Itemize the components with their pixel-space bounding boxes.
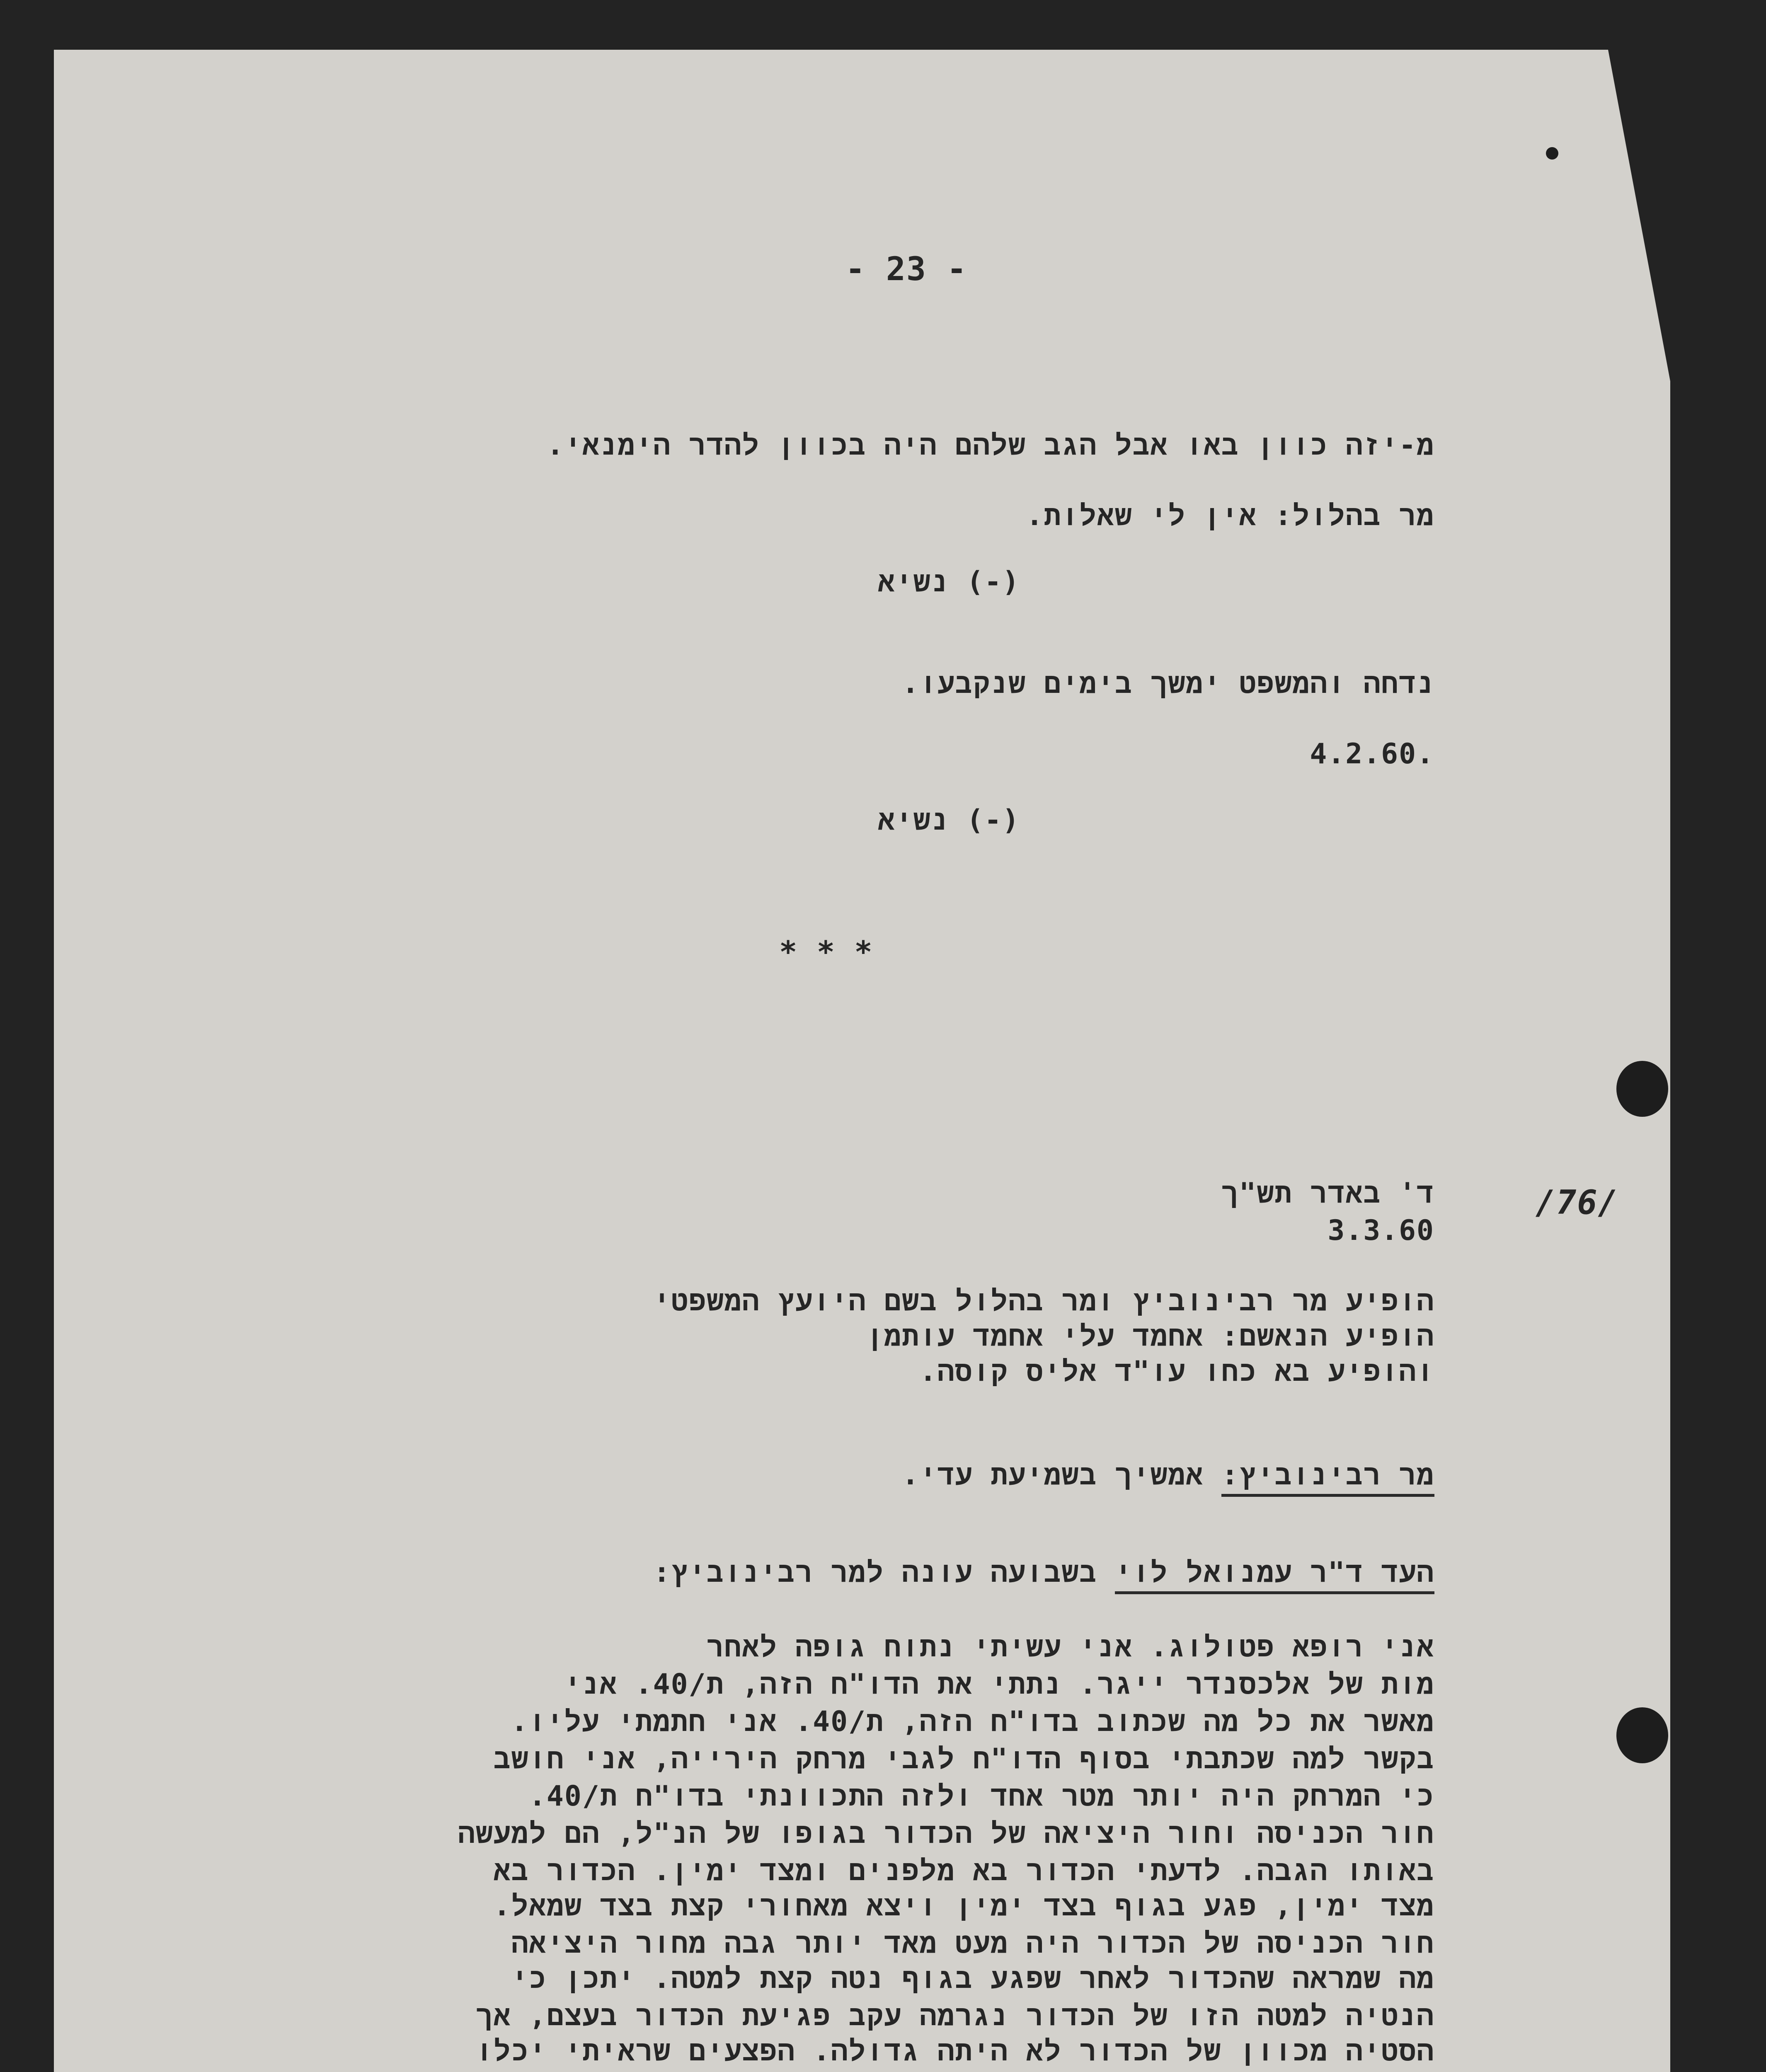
hebrew-date: ד' באדר תש"ך: [1221, 1177, 1434, 1210]
testimony-line: בקשר למה שכתבתי בסוף הדו"ח לגבי מרחק הירייה, אני חושב: [493, 1743, 1434, 1775]
speaker-text: אמשיך בשמיעת עדי.: [901, 1459, 1222, 1491]
testimony-line: כי המרחק היה יותר מטר אחד ולזה התכוונתי בדו"ח ת/40.: [528, 1780, 1434, 1813]
separator-stars: * * *: [779, 934, 873, 969]
section-marker-76: /76/: [1536, 1183, 1619, 1222]
punch-hole-top: [1616, 1061, 1668, 1117]
signature-line: (-) נשיא: [878, 804, 1020, 837]
speaker-line: [902, 1459, 1434, 1493]
text-line: מ-יזה כוון באו אבל הגב שלהם היה בכוון להדר הימנאי.: [547, 429, 1434, 462]
witness-text: בשבועה עונה למר רבינוביץ:: [653, 1556, 1115, 1589]
testimony-line: מה שמראה שהכדור לאחר שפגע בגוף נטה קצת למטה. יתכן כי: [511, 1962, 1434, 1995]
witness-heading: [653, 1556, 1434, 1590]
appearance-line: הופיע הנאשם: אחמד עלי אחמד עותמן: [866, 1320, 1434, 1353]
testimony-line: חור הכניסה וחור היציאה של הכדור בגופו של הנ"ל, הם למעשה: [458, 1817, 1434, 1850]
testimony-line: באותו הגבה. לדעתי הכדור בא מלפנים ומצד ימין. הכדור בא: [493, 1854, 1434, 1887]
testimony-line: חור הכניסה של הכדור היה מעט מאד יותר גבה מחור היציאה: [511, 1927, 1434, 1960]
gregorian-date: 3.3.60: [1328, 1214, 1434, 1247]
testimony-line: מאשר את כל מה שכתוב בדו"ח הזה, ת/40. אני חתמתי עליו.: [511, 1705, 1434, 1738]
testimony-line: הנטיה למטה הזו של הכדור נגרמה עקב פגיעת הכדור בעצם, אך: [475, 1999, 1434, 2032]
corner-mark: [1546, 147, 1558, 160]
testimony-line: אני רופא פטולוג. אני עשיתי נתוח גופה לאחר: [706, 1631, 1434, 1663]
text-line: מר בהלול: אין לי שאלות.: [1026, 499, 1434, 532]
text-line: נדחה והמשפט ימשך בימים שנקבעו.: [902, 667, 1434, 700]
page-number: - 23 -: [845, 251, 967, 288]
witness-label: העד ד"ר עמנואל לוי: [1115, 1556, 1434, 1594]
testimony-line: מצד ימין, פגע בגוף בצד ימין ויצא מאחורי קצת בצד שמאל.: [493, 1890, 1434, 1922]
appearance-line: והופיע בא כחו עו"ד אליס קוסה.: [919, 1355, 1434, 1388]
date-line: 4.2.60.: [1310, 738, 1434, 770]
speaker-label: מר רבינוביץ:: [1221, 1459, 1434, 1497]
appearance-line: הופיע מר רבינוביץ ומר בהלול בשם היועץ המשפטי: [653, 1285, 1434, 1317]
punch-hole-bottom: [1616, 1707, 1668, 1763]
signature-line: (-) נשיא: [878, 566, 1020, 598]
testimony-line: מות של אלכסנדר ייגר. נתתי את הדו"ח הזה, ת/40. אני: [564, 1668, 1434, 1701]
testimony-line: הסטיה מכוון של הכדור לא היתה גדולה. הפצעים שראיתי יכלו: [476, 2035, 1434, 2067]
